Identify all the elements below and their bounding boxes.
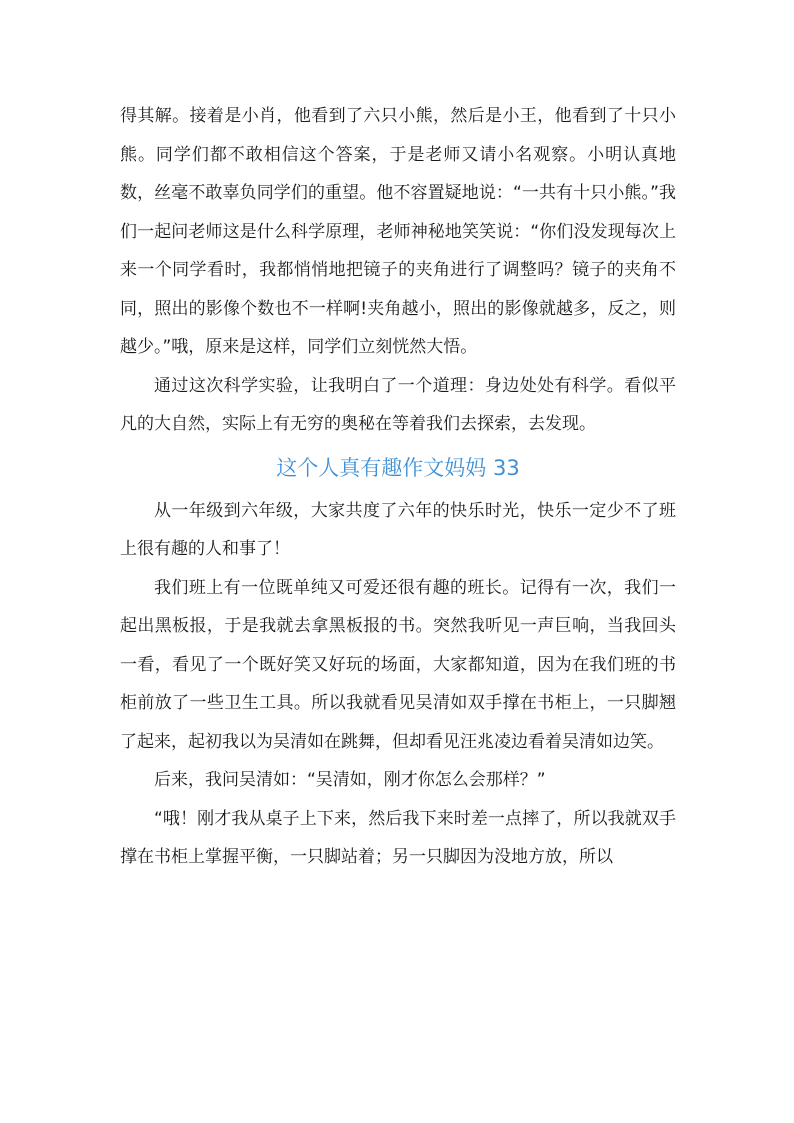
paragraph-conclusion: 通过这次科学实验，让我明白了一个道理：身边处处有科学。看似平凡的大自然，实际上有无穷的奥秘在等着我们去探索，去发现。 bbox=[120, 375, 676, 434]
document-page bbox=[120, 97, 676, 877]
paragraph-question: 后来，我问吴清如：“吴清如，刚才你怎么会那样？” bbox=[154, 770, 546, 790]
paragraph-intro: 从一年级到六年级，大家共度了六年的快乐时光，快乐一定少不了班上很有趣的人和事了！ bbox=[120, 500, 676, 559]
paragraph-continuation: 得其解。接着是小肖，他看到了六只小熊，然后是小王，他看到了十只小熊。同学们都不敢相信这个答案，于是老师又请小名观察。小明认真地数，丝毫不敢辜负同学们的重望。他不容置疑地说：“一共有十只小熊。”我们一起问老师这是什么科学原理，老师神秘地笑笑说：“你们没发现每次上来一个同学看时，我都悄悄地把镜子的夹角进行了调整吗？镜子的夹角不同，照出的影像个数也不一样啊!夹角越小，照出的影像就越多，反之，则越少。”哦，原来是这样，同学们立刻恍然大悟。 bbox=[120, 106, 676, 357]
paragraph-story: 我们班上有一位既单纯又可爱还很有趣的班长。记得有一次，我们一起出黑板报，于是我就去拿黑板报的书。突然我听见一声巨响，当我回头一看，看见了一个既好笑又好玩的场面，大家都知道，因为在我们班的书柜前放了一些卫生工具。所以我就看见吴清如双手撑在书柜上，一只脚翘了起来，起初我以为吴清如在跳舞，但却看见汪兆凌边看着吴清如边笑。 bbox=[120, 577, 676, 752]
paragraph-answer: “哦！刚才我从桌子上下来，然后我下来时差一点摔了，所以我就双手撑在书柜上掌握平衡，一只脚站着；另一只脚因为没地方放，所以 bbox=[120, 808, 676, 867]
essay-title: 这个人真有趣作文妈妈 33 bbox=[276, 455, 520, 480]
